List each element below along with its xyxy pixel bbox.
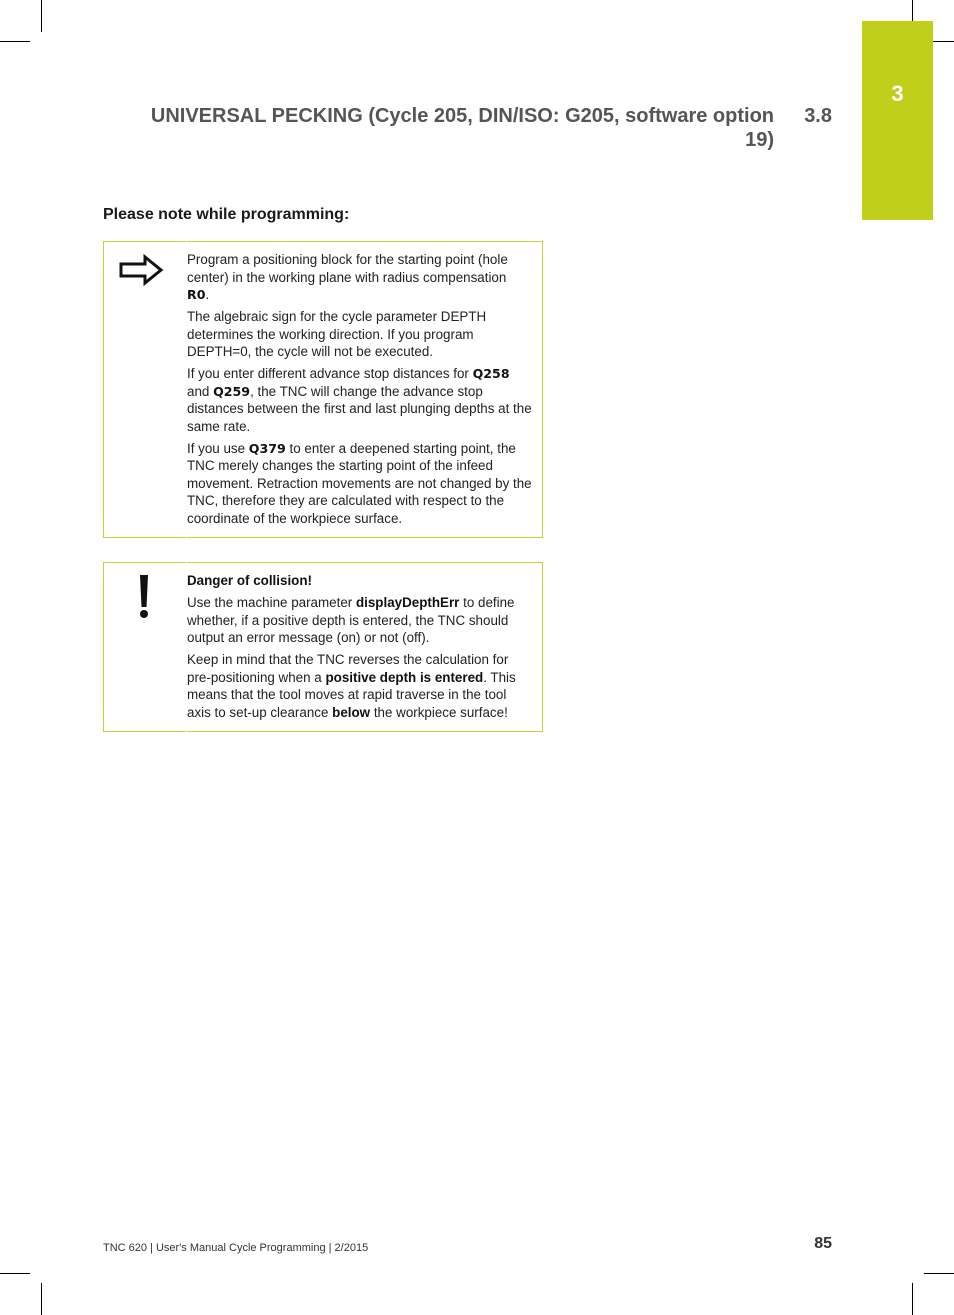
warning-box — [103, 562, 543, 732]
chapter-number: 3 — [891, 81, 904, 106]
arrow-right-outline-icon — [118, 254, 164, 291]
note-paragraph — [187, 365, 532, 435]
crop-mark — [924, 1273, 954, 1274]
text-span: Use the machine parameter — [187, 595, 356, 610]
text-span: . — [205, 287, 210, 302]
emphasis-text: below — [332, 704, 371, 720]
text-span: , the TNC will change the advance stop distances between the first and last plunging depths at the same rate. — [187, 383, 532, 434]
text-span: the workpiece surface! — [370, 704, 508, 720]
crop-mark — [41, 0, 42, 32]
section-title-line1: UNIVERSAL PECKING (Cycle 205, DIN/ISO: G205, software option — [150, 105, 774, 127]
note-paragraph — [187, 251, 532, 304]
text-span: and — [187, 383, 214, 399]
text-span: Program a positioning block for the starting point (hole center) in the working plane with radius compensation — [187, 252, 508, 285]
section-title — [110, 104, 774, 152]
parameter-code: Q258 — [472, 366, 510, 381]
chapter-tab — [862, 21, 933, 220]
text-span: to define whether, if a positive depth is entered, the TNC should output an error message (on) or not (off). — [187, 595, 515, 645]
parameter-name: displayDepthErr — [355, 595, 460, 610]
box-divider — [186, 241, 187, 538]
footer-text: TNC 620 | User's Manual Cycle Programming | 2/2015 — [103, 1242, 369, 1254]
note-paragraph — [187, 440, 532, 528]
note-box — [103, 241, 543, 538]
text-span: If you use — [187, 440, 249, 456]
text-span: to enter a deepened starting point, the TNC merely changes the starting point of the infeed movement. Retraction movements are not changed by the TNC, therefore they are calculated with respect to the coordinate of the workpiece surface. — [187, 440, 532, 526]
box-divider — [186, 562, 187, 732]
emphasis-text: positive depth is entered — [325, 669, 484, 685]
heading-text: Danger of collision! — [187, 573, 312, 588]
crop-mark — [0, 41, 30, 42]
text-span: . This means that the tool moves at rapid traverse in the tool axis to set-up clearance — [187, 669, 516, 720]
parameter-code: R0 — [187, 287, 206, 302]
page-number: 85 — [814, 1235, 832, 1252]
text-span: If you enter different advance stop distances for — [187, 366, 473, 381]
note-text — [187, 242, 542, 537]
crop-mark — [0, 1273, 30, 1274]
text-span: Keep in mind that the TNC reverses the calculation for pre-positioning when a — [187, 652, 509, 685]
warning-paragraph — [187, 594, 532, 647]
crop-mark — [912, 0, 913, 22]
subheading: Please note while programming: — [103, 206, 350, 223]
crop-mark — [912, 1283, 913, 1315]
parameter-code: Q259 — [213, 383, 251, 399]
warning-heading — [187, 572, 532, 590]
exclamation-icon — [134, 573, 154, 626]
note-paragraph: The algebraic sign for the cycle parameter DEPTH determines the working direction. If you program DEPTH=0, the cycle will not be executed. — [187, 309, 487, 359]
section-number: 3.8 — [804, 105, 832, 127]
parameter-code: Q379 — [248, 440, 286, 456]
crop-mark — [41, 1283, 42, 1315]
warning-paragraph — [187, 651, 532, 721]
warning-text — [187, 563, 542, 731]
section-title-line2: 19) — [745, 129, 774, 151]
